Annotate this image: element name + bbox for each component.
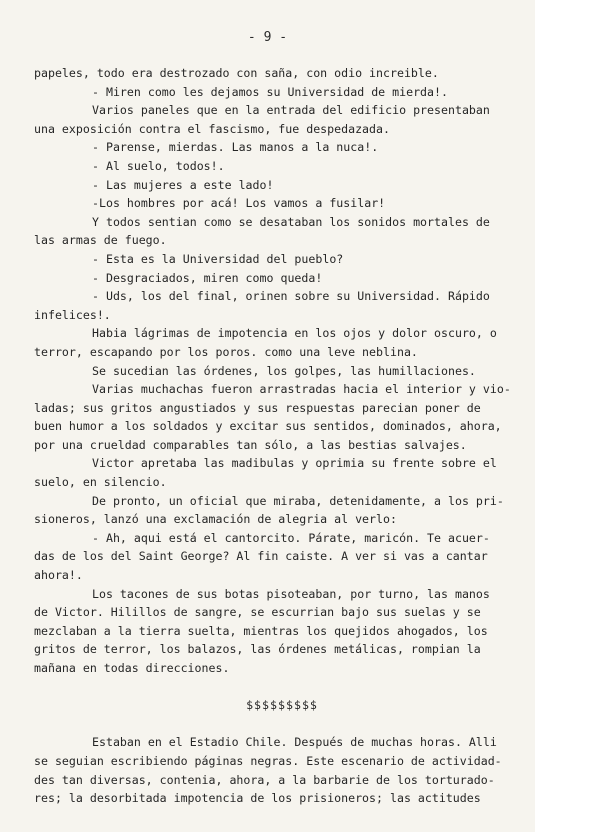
text-line: - Desgraciados, miren como queda!: [92, 270, 323, 285]
text-line: infelices!.: [34, 307, 111, 322]
text-line: ahora!.: [34, 568, 83, 583]
text-line: suelo, en silencio.: [34, 475, 167, 490]
text-line: se seguian escribiendo páginas negras. Este escenario de actividad-: [34, 753, 502, 768]
text-line: Estaban en el Estadio Chile. Después de muchas horas. Alli: [92, 735, 497, 750]
text-line: Habia lágrimas de impotencia en los ojos y dolor oscuro, o: [92, 326, 497, 341]
text-line: por una crueldad comparables tan sólo, a las bestias salvajes.: [34, 437, 467, 452]
text-line: - Al suelo, todos!.: [92, 158, 225, 173]
text-line: - Uds, los del final, orinen sobre su Universidad. Rápido: [92, 289, 490, 304]
text-line: -Los hombres por acá! Los vamos a fusilar!: [92, 196, 386, 211]
text-line: De pronto, un oficial que miraba, detenidamente, a los pri-: [92, 493, 504, 508]
text-line: papeles, todo era destrozado con saña, con odio increible.: [34, 66, 439, 80]
text-line: - Miren como les dejamos su Universidad de mierda!.: [92, 84, 448, 99]
text-line: ladas; sus gritos angustiados y sus respuestas parecian poner de: [34, 400, 481, 415]
text-line: Victor apretaba las madibulas y oprimia su frente sobre el: [92, 456, 497, 471]
text-line: una exposición contra el fascismo, fue despedazada.: [34, 121, 390, 136]
section-separator: $$$$$$$$$: [246, 698, 318, 713]
text-line: - Parense, mierdas. Las manos a la nuca!.: [92, 140, 379, 155]
text-line: res; la desorbitada impotencia de los prisioneros; las actitudes: [34, 791, 481, 806]
text-line: buen humor a los soldados y excitar sus sentidos, dominados, ahora,: [34, 419, 502, 434]
text-line: de Victor. Hilillos de sangre, se escurrian bajo sus suelas y se: [34, 605, 481, 620]
text-line: mezclaban a la tierra suelta, mientras los quejidos ahogados, los: [34, 623, 488, 638]
blank-line: [34, 715, 530, 734]
text-line: - Esta es la Universidad del pueblo?: [92, 251, 344, 266]
text-line: - Ah, aqui está el cantorcito. Párate, maricón. Te acuer-: [92, 530, 490, 545]
text-line: Se sucedian las órdenes, los golpes, las humillaciones.: [92, 363, 476, 378]
text-line: Varios paneles que en la entrada del edificio presentaban: [92, 103, 490, 118]
text-line: las armas de fuego.: [34, 233, 167, 248]
text-line: mañana en todas direcciones.: [34, 661, 230, 675]
page-number: - 9 -: [247, 30, 288, 45]
body-text: [34, 64, 530, 808]
blank-line: [34, 678, 530, 697]
text-line: gritos de terror, los balazos, las órdenes metálicas, rompian la: [34, 642, 481, 657]
text-line: sioneros, lanzó una exclamación de alegria al verlo:: [34, 512, 397, 527]
text-line: das de los del Saint George? Al fin caiste. A ver si vas a cantar: [34, 549, 488, 564]
text-line: Y todos sentian como se desataban los sonidos mortales de: [92, 214, 490, 229]
text-line: Los tacones de sus botas pisoteaban, por turno, las manos: [92, 586, 490, 601]
scan-margin: [535, 0, 591, 832]
text-line: - Las mujeres a este lado!: [92, 177, 274, 192]
text-line: terror, escapando por los poros. como una leve neblina.: [34, 344, 418, 359]
text-line: Varias muchachas fueron arrastradas hacia el interior y vio-: [92, 382, 511, 397]
text-line: des tan diversas, contenia, ahora, a la barbarie de los torturado-: [34, 772, 495, 787]
